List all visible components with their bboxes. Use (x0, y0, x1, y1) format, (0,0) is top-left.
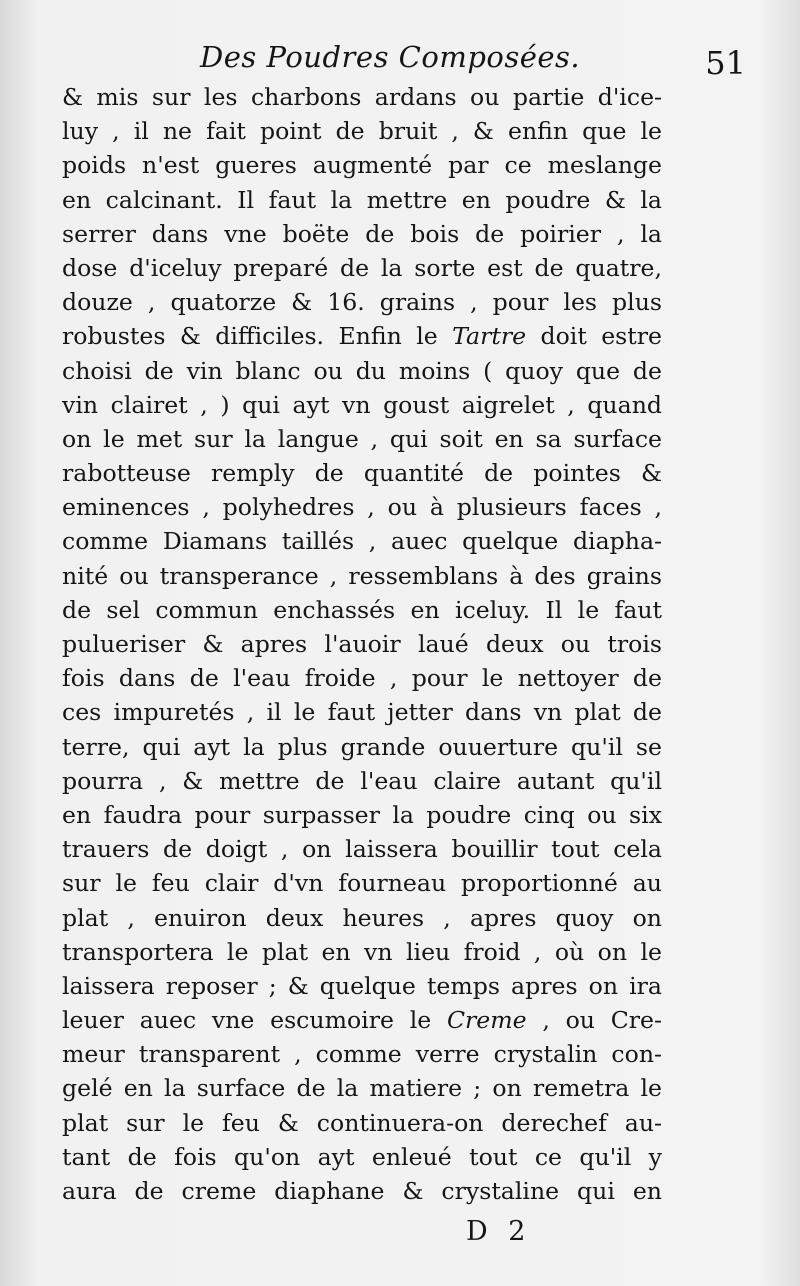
text-line (62, 969, 662, 1003)
text-segment: gelé en la surface de la matiere ; on remetra le (62, 1074, 662, 1103)
text-line (62, 456, 662, 490)
text-segment: aura de creme diaphane & crystaline qui en (62, 1177, 662, 1205)
text-segment: pourra , & mettre de l'eau claire autant qu'il (62, 766, 662, 795)
text-segment: doit estre (526, 322, 662, 351)
text-segment: , ou Cre- (526, 1006, 662, 1035)
text-segment: robustes & difficiles. Enfin le (62, 322, 453, 351)
text-segment: & mis sur les charbons ardans ou partie d'ice- (62, 83, 662, 111)
text-segment: en faudra pour surpasser la poudre cinq ou six (62, 800, 662, 829)
text-line (62, 1003, 662, 1037)
text-line (62, 593, 662, 627)
text-line (62, 730, 662, 764)
text-segment: transportera le plat en vn lieu froid , où on le (62, 937, 662, 966)
text-line (62, 80, 662, 114)
signature-mark: D 2 (466, 1216, 532, 1247)
text-segment: comme Diamans taillés , auec quelque diapha- (62, 527, 662, 556)
text-segment: choisi de vin blanc ou du moins ( quoy que de (62, 356, 662, 385)
text-segment: serrer dans vne boëte de bois de poirier , la (62, 219, 662, 248)
text-segment: pulueriser & apres l'auoir laué deux ou trois (62, 630, 662, 658)
text-line (62, 183, 662, 217)
text-segment: tant de fois qu'on ayt enleué tout ce qu'il y (62, 1142, 662, 1171)
running-title: Des Poudres Composées. (200, 40, 581, 74)
text-segment: terre, qui ayt la plus grande ouuerture qu'il se (62, 732, 662, 761)
text-segment: luy , il ne fait point de bruit , & enfin que le (62, 117, 662, 146)
text-line (62, 935, 662, 969)
text-line (62, 217, 662, 251)
text-line (62, 901, 662, 935)
text-line (62, 319, 662, 353)
text-line (62, 285, 662, 319)
text-line (62, 1174, 662, 1208)
italic-term: Creme (446, 1006, 527, 1035)
text-segment: laissera reposer ; & quelque temps apres on ira (62, 971, 662, 1000)
text-segment: ces impuretés , il le faut jetter dans vn plat de (62, 698, 662, 727)
text-line (62, 1106, 662, 1140)
text-segment: on le met sur la langue , qui soit en sa surface (62, 424, 662, 453)
text-line (62, 114, 662, 148)
text-segment: poids n'est gueres augmenté par ce meslange (62, 151, 662, 180)
text-segment: plat sur le feu & continuera-on derechef au- (62, 1108, 662, 1137)
text-line (62, 559, 662, 593)
text-line (62, 627, 662, 661)
text-line (62, 148, 662, 182)
text-segment: fois dans de l'eau froide , pour le nettoyer de (62, 664, 662, 693)
text-segment: dose d'iceluy preparé de la sorte est de quatre, (62, 253, 662, 282)
text-segment: nité ou transperance , ressemblans à des grains (62, 561, 662, 590)
text-line (62, 422, 662, 456)
text-segment: leuer auec vne escumoire le (62, 1006, 447, 1035)
text-line (62, 866, 662, 900)
text-segment: eminences , polyhedres , ou à plusieurs faces , (62, 493, 662, 522)
text-line (62, 1037, 662, 1071)
text-segment: de sel commun enchassés en iceluy. Il le faut (62, 595, 662, 624)
page-header (62, 36, 752, 86)
page-number: 51 (705, 44, 746, 82)
text-line (62, 1071, 662, 1105)
text-line (62, 695, 662, 729)
text-line (62, 798, 662, 832)
text-line (62, 388, 662, 422)
text-line (62, 490, 662, 524)
text-segment: trauers de doigt , on laissera bouillir tout cela (62, 835, 662, 864)
text-line (62, 354, 662, 388)
text-line (62, 524, 662, 558)
text-segment: en calcinant. Il faut la mettre en poudre & la (62, 185, 662, 214)
body-text (62, 80, 662, 1208)
text-segment: sur le feu clair d'vn fourneau proportionné au (62, 869, 662, 898)
text-line (62, 661, 662, 695)
text-line (62, 764, 662, 798)
text-line (62, 1140, 662, 1174)
text-segment: rabotteuse remply de quantité de pointes & (62, 459, 662, 488)
text-segment: plat , enuiron deux heures , apres quoy on (62, 903, 662, 932)
text-segment: douze , quatorze & 16. grains , pour les plus (62, 288, 662, 317)
italic-term: Tartre (452, 322, 527, 351)
text-segment: meur transparent , comme verre crystalin con- (62, 1040, 662, 1069)
text-line (62, 251, 662, 285)
text-segment: vin clairet , ) qui ayt vn goust aigrelet , quand (62, 390, 662, 419)
text-line (62, 832, 662, 866)
